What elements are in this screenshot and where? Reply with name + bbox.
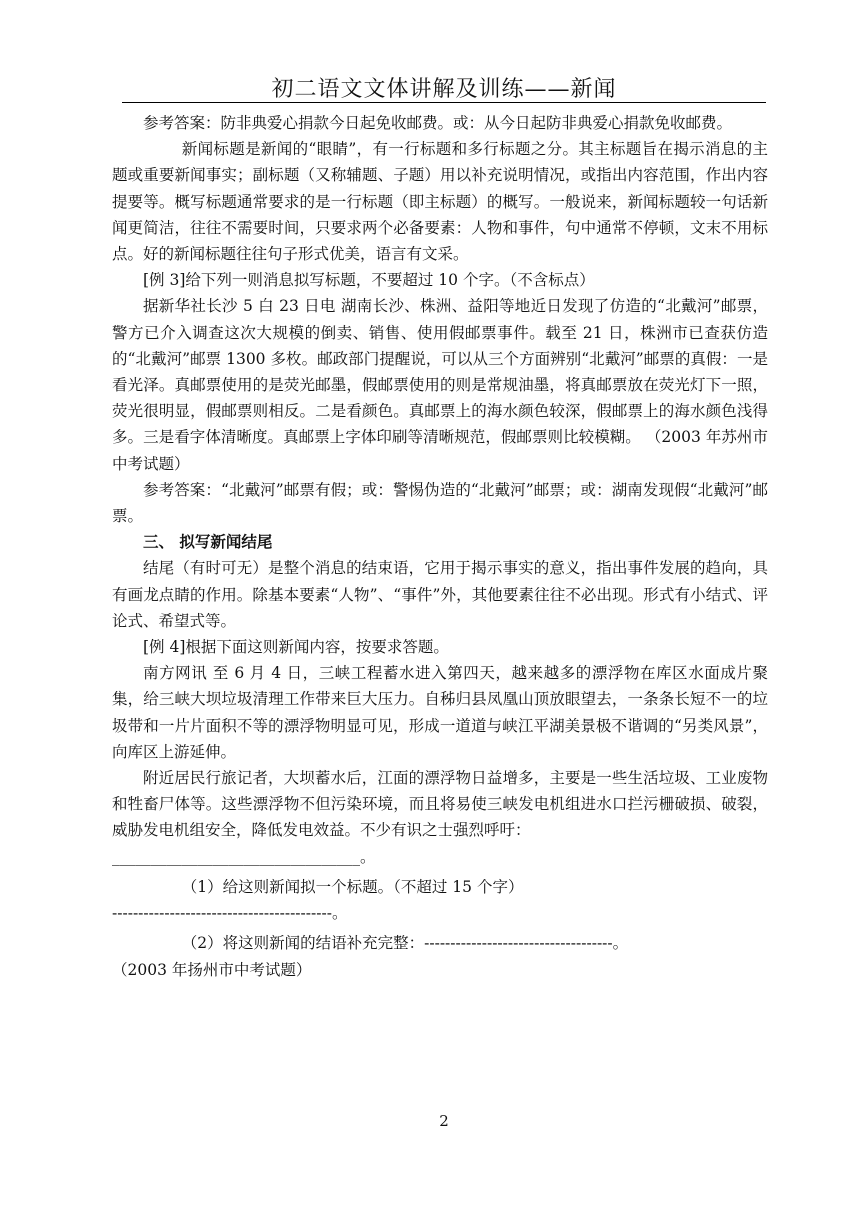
header-rule [122,102,766,103]
example-3-prompt: [例 3]给下列一则消息拟写标题，不要超过 10 个字。（不含标点） [143,271,595,290]
example-4-news-1: 南方网讯 至 6 月 4 日，三峡工程蓄水进入第四天，越来越多的漂浮物在库区水面成片聚集，给三峡大坝垃圾清理工作带来巨大压力。自秭归县凤凰山顶放眼望去，一条条长短不一的垃圾带和一片片面积不等的漂浮物明显可见，形成一道道与峡江平湖美景极不谐调的“另类风景”，向库区上游延伸。 [112,664,768,761]
question-1-blank: ------------------------------------------。 [112,904,348,923]
example-4-prompt: [例 4]根据下面这则新闻内容，按要求答题。 [143,638,449,657]
page-number: 2 [439,1112,449,1130]
example-4-news-2: 附近居民行旅记者，大坝蓄水后，江面的漂浮物日益增多，主要是一些生活垃圾、工业废物和牲畜尸体等。这些漂浮物不但污染环境，而且将易使三峡发电机组进水口拦污栅破损、破裂，威胁发电机组安全，降低发电效益。不少有识之士强烈呼吁： [112,769,768,840]
page-header-title: 初二语文文体讲解及训练——新闻 [271,77,617,102]
source-note: （2003 年扬州市中考试题） [112,960,312,979]
ending-explanation-paragraph: 结尾（有时可无）是整个消息的结束语，它用于揭示事实的意义，指出事件发展的趋向，具有画龙点睛的作用。除基本要素“人物”、“事件”外，其他要素往往不必出现。形式有小结式、评论式、希望式等。 [112,559,768,630]
question-2: （2）将这则新闻的结语补充完整：------------------------------------。 [181,934,629,953]
question-1: （1）给这则新闻拟一个标题。（不超过 15 个字） [181,877,524,896]
example-3-answer: 参考答案：“北戴河”邮票有假；或：警惕伪造的“北戴河”邮票；或：湖南发现假“北戴河”邮票。 [112,480,768,526]
section-heading-ending: 三、 拟写新闻结尾 [143,532,273,552]
example-3-news: 据新华社长沙 5 白 23 日电 湖南长沙、株洲、益阳等地近日发现了仿造的“北戴河”邮票，警方已介入调查这次大规模的倒卖、销售、使用假邮票事件。载至 21 日，株洲市已查获仿造的“北戴河”邮票 1300 多枚。邮政部门提醒说，可以从三个方面辨别“北戴河”邮票的真假：一是看光泽。真邮票使用的是荧光邮墨，假邮票使用的则是常规油墨，将真邮票放在荧光灯下一照，荧光很明显，假邮票则相反。二是看颜色。真邮票上的海水颜色较深，假邮票上的海水颜色浅得多。三是看字体清晰度。真邮票上字体印刷等清晰规范，假邮票则比较模糊。 （2003 年苏州市中考试题） [112,297,768,473]
document-body [112,110,768,983]
headline-explanation-paragraph: 新闻标题是新闻的“眼睛”，有一行标题和多行标题之分。其主标题旨在揭示消息的主题或重要新闻事实；副标题（又称辅题、子题）用以补充说明情况，或指出内容范围，作出内容提要等。概写标题通常要求的是一行标题（即主标题）的概写。一般说来，新闻标题较一句话新闻更简洁，往往不需要时间，只要求两个必备要素：人物和事件，句中通常不停顿，文末不用标点。好的新闻标题往往句子形式优美，语言有文采。 [112,140,768,264]
answer-paragraph: 参考答案：防非典爱心捐款今日起免收邮费。或：从今日起防非典爱心捐款免收邮费。 [143,114,733,132]
answer-blank-line: ________________________________。 [112,847,376,866]
